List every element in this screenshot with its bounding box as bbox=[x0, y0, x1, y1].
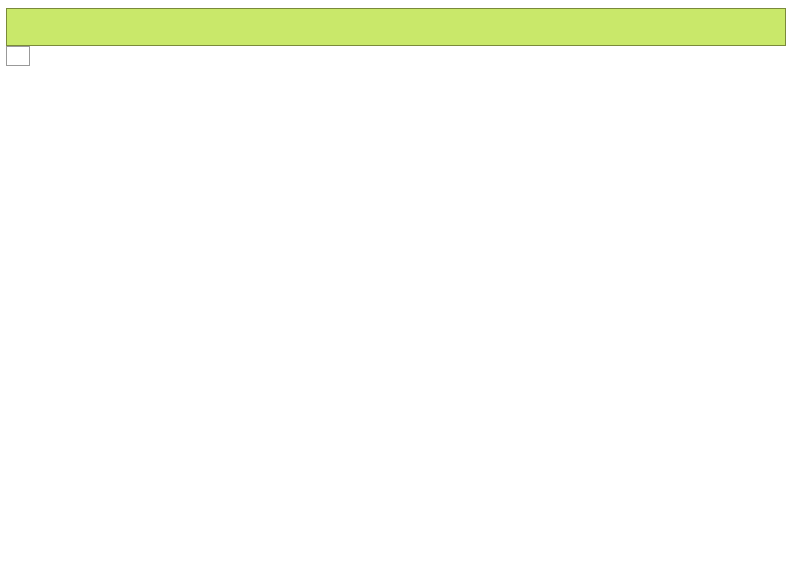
top-unit-headers bbox=[30, 46, 786, 66]
header-row bbox=[6, 46, 786, 66]
page-title bbox=[6, 8, 786, 46]
review-plan-sheet bbox=[6, 8, 786, 66]
subject-column-label bbox=[6, 46, 30, 66]
